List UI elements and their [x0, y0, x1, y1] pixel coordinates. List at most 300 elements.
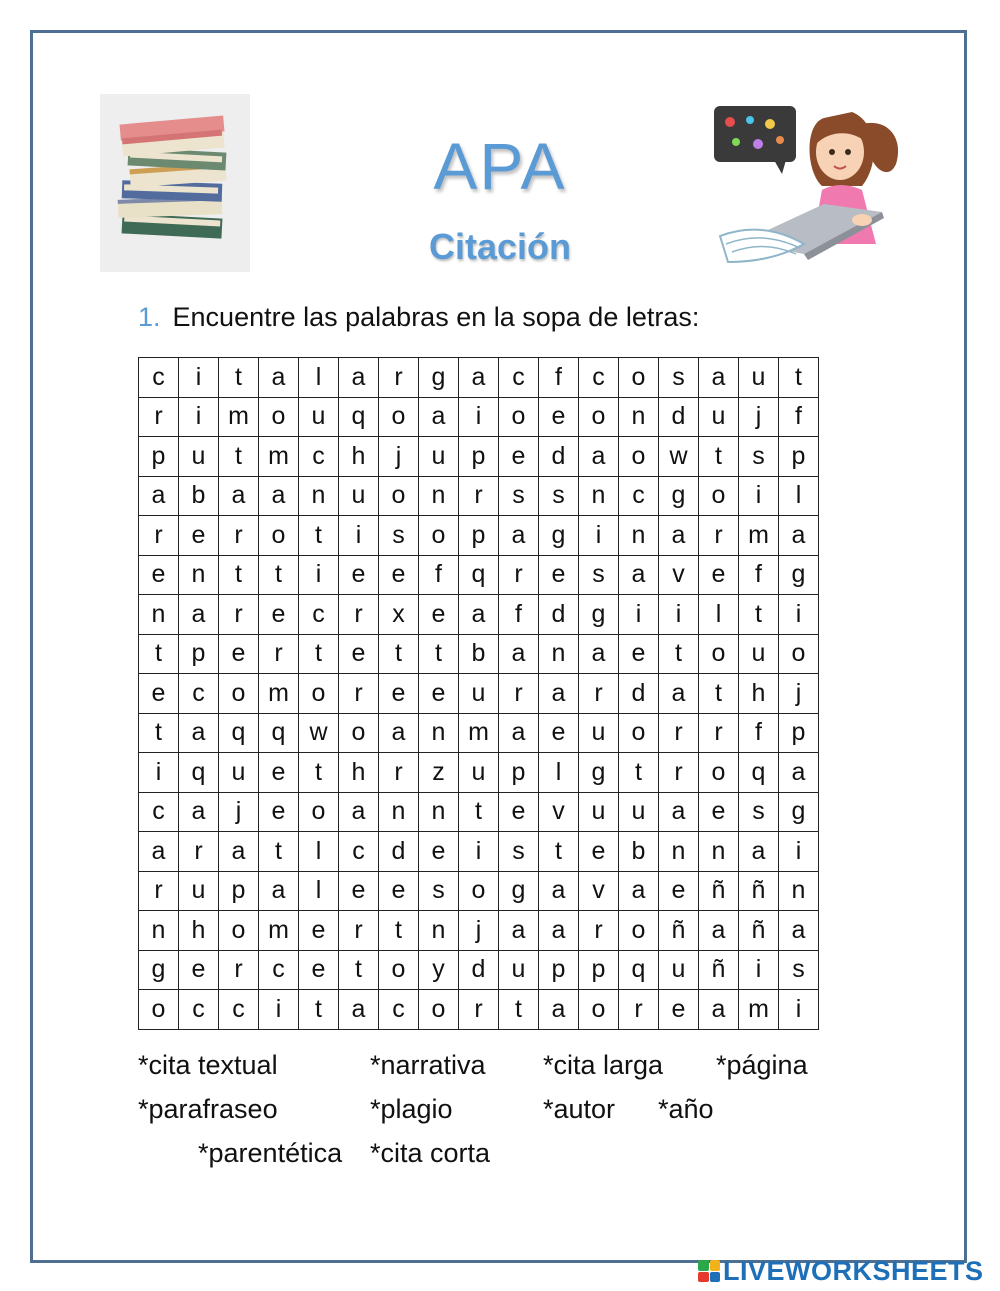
grid-cell: q [619, 950, 659, 990]
grid-cell: n [179, 555, 219, 595]
grid-cell: a [219, 476, 259, 516]
grid-cell: a [659, 516, 699, 556]
page-title: APA [433, 129, 567, 203]
grid-cell: u [179, 871, 219, 911]
grid-cell: a [659, 792, 699, 832]
grid-cell: s [659, 358, 699, 398]
grid-cell: q [219, 713, 259, 753]
grid-cell: e [259, 753, 299, 793]
grid-cell: c [299, 595, 339, 635]
grid-cell: u [659, 950, 699, 990]
grid-row [139, 792, 819, 832]
grid-cell: a [699, 990, 739, 1030]
grid-cell: n [699, 832, 739, 872]
grid-cell: r [579, 674, 619, 714]
grid-cell: r [139, 871, 179, 911]
word-search-grid [138, 357, 819, 1030]
grid-cell: l [779, 476, 819, 516]
grid-cell: v [659, 555, 699, 595]
grid-cell: n [419, 476, 459, 516]
grid-cell: l [539, 753, 579, 793]
logo-mark-icon [698, 1260, 720, 1282]
grid-cell: o [699, 753, 739, 793]
grid-cell: p [499, 753, 539, 793]
grid-cell: t [699, 437, 739, 477]
grid-cell: i [579, 516, 619, 556]
grid-cell: f [499, 595, 539, 635]
grid-cell: p [179, 634, 219, 674]
grid-cell: a [179, 792, 219, 832]
grid-cell: t [219, 437, 259, 477]
grid-cell: o [259, 516, 299, 556]
grid-cell: a [499, 911, 539, 951]
grid-cell: o [379, 950, 419, 990]
grid-cell: g [579, 753, 619, 793]
grid-cell: r [259, 634, 299, 674]
grid-cell: f [779, 397, 819, 437]
grid-cell: d [659, 397, 699, 437]
grid-cell: a [779, 911, 819, 951]
grid-cell: r [339, 911, 379, 951]
grid-cell: o [379, 476, 419, 516]
grid-cell: e [539, 555, 579, 595]
grid-row [139, 753, 819, 793]
grid-cell: o [419, 516, 459, 556]
grid-cell: a [419, 397, 459, 437]
grid-cell: w [659, 437, 699, 477]
grid-cell: l [299, 358, 339, 398]
grid-cell: o [299, 674, 339, 714]
grid-cell: s [499, 476, 539, 516]
grid-cell: a [179, 713, 219, 753]
grid-cell: a [459, 358, 499, 398]
liveworksheets-logo [698, 1254, 984, 1288]
grid-cell: t [379, 911, 419, 951]
grid-cell: e [339, 634, 379, 674]
grid-cell: i [259, 990, 299, 1030]
grid-cell: p [139, 437, 179, 477]
word-item: *cita corta [370, 1138, 491, 1168]
word-item: *autor [543, 1094, 616, 1124]
grid-cell: t [219, 358, 259, 398]
grid-cell: a [739, 832, 779, 872]
grid-cell: i [779, 832, 819, 872]
word-item: *cita larga [543, 1050, 664, 1080]
grid-cell: e [179, 516, 219, 556]
grid-cell: d [379, 832, 419, 872]
grid-cell: h [339, 437, 379, 477]
grid-cell: r [699, 713, 739, 753]
grid-cell: e [179, 950, 219, 990]
grid-cell: a [619, 871, 659, 911]
grid-cell: n [539, 634, 579, 674]
grid-cell: a [339, 358, 379, 398]
grid-cell: e [139, 674, 179, 714]
grid-cell: g [539, 516, 579, 556]
grid-cell: p [779, 713, 819, 753]
grid-cell: s [739, 792, 779, 832]
grid-cell: a [699, 358, 739, 398]
grid-row [139, 990, 819, 1030]
grid-cell: u [739, 358, 779, 398]
grid-cell: e [499, 792, 539, 832]
grid-cell: e [579, 832, 619, 872]
grid-row [139, 555, 819, 595]
grid-cell: r [699, 516, 739, 556]
grid-cell: c [339, 832, 379, 872]
grid-cell: p [459, 437, 499, 477]
grid-cell: f [539, 358, 579, 398]
grid-cell: e [259, 792, 299, 832]
grid-cell: t [779, 358, 819, 398]
grid-cell: g [779, 792, 819, 832]
grid-cell: f [739, 555, 779, 595]
grid-cell: u [459, 674, 499, 714]
grid-cell: r [459, 990, 499, 1030]
instruction-text: Encuentre las palabras en la sopa de letras: [172, 302, 700, 332]
grid-cell: m [459, 713, 499, 753]
grid-cell: l [699, 595, 739, 635]
grid-cell: u [699, 397, 739, 437]
grid-cell: a [259, 476, 299, 516]
grid-cell: a [699, 911, 739, 951]
grid-cell: l [299, 871, 339, 911]
grid-cell: u [179, 437, 219, 477]
logo-square [698, 1272, 709, 1283]
grid-cell: a [539, 990, 579, 1030]
word-item: *año [658, 1094, 714, 1124]
grid-cell: n [619, 516, 659, 556]
grid-cell: ñ [739, 871, 779, 911]
grid-cell: o [299, 792, 339, 832]
grid-cell: o [699, 634, 739, 674]
grid-cell: e [299, 950, 339, 990]
grid-cell: a [659, 674, 699, 714]
grid-cell: t [299, 753, 339, 793]
grid-row [139, 713, 819, 753]
grid-cell: a [259, 871, 299, 911]
grid-cell: t [539, 832, 579, 872]
grid-cell: g [579, 595, 619, 635]
grid-cell: q [459, 555, 499, 595]
grid-cell: o [379, 397, 419, 437]
grid-cell: ñ [699, 950, 739, 990]
grid-cell: i [739, 950, 779, 990]
grid-cell: t [299, 516, 339, 556]
grid-cell: ñ [699, 871, 739, 911]
grid-cell: u [499, 950, 539, 990]
grid-cell: e [219, 634, 259, 674]
grid-cell: o [579, 397, 619, 437]
grid-cell: o [339, 713, 379, 753]
grid-cell: t [219, 555, 259, 595]
grid-cell: s [579, 555, 619, 595]
grid-cell: o [619, 358, 659, 398]
grid-cell: o [259, 397, 299, 437]
grid-cell: o [139, 990, 179, 1030]
grid-row [139, 871, 819, 911]
grid-cell: a [779, 753, 819, 793]
grid-cell: a [579, 437, 619, 477]
grid-cell: a [539, 911, 579, 951]
grid-cell: ñ [659, 911, 699, 951]
grid-cell: i [299, 555, 339, 595]
grid-cell: a [539, 674, 579, 714]
grid-cell: u [619, 792, 659, 832]
grid-cell: a [339, 792, 379, 832]
grid-cell: c [579, 358, 619, 398]
grid-cell: e [299, 911, 339, 951]
grid-row [139, 397, 819, 437]
grid-cell: o [419, 990, 459, 1030]
grid-cell: i [459, 832, 499, 872]
grid-row [139, 476, 819, 516]
grid-cell: e [419, 674, 459, 714]
grid-cell: d [619, 674, 659, 714]
grid-cell: j [459, 911, 499, 951]
grid-cell: t [259, 555, 299, 595]
grid-cell: g [499, 871, 539, 911]
grid-cell: i [619, 595, 659, 635]
grid-cell: i [739, 476, 779, 516]
grid-cell: e [499, 437, 539, 477]
grid-cell: s [539, 476, 579, 516]
word-item: *plagio [370, 1094, 453, 1124]
grid-cell: p [579, 950, 619, 990]
grid-cell: m [259, 911, 299, 951]
grid-cell: c [259, 950, 299, 990]
grid-cell: h [339, 753, 379, 793]
grid-cell: e [139, 555, 179, 595]
grid-cell: t [659, 634, 699, 674]
grid-cell: g [419, 358, 459, 398]
grid-cell: c [139, 358, 179, 398]
grid-cell: e [539, 713, 579, 753]
grid-cell: i [779, 595, 819, 635]
word-item: *página [716, 1050, 808, 1080]
grid-cell: t [139, 634, 179, 674]
grid-cell: n [139, 595, 179, 635]
grid-cell: l [299, 832, 339, 872]
grid-cell: c [299, 437, 339, 477]
grid-cell: p [779, 437, 819, 477]
grid-row [139, 911, 819, 951]
grid-cell: i [179, 397, 219, 437]
grid-cell: a [179, 595, 219, 635]
grid-cell: n [419, 911, 459, 951]
grid-cell: e [699, 792, 739, 832]
grid-cell: e [419, 832, 459, 872]
grid-cell: q [739, 753, 779, 793]
grid-cell: a [219, 832, 259, 872]
grid-cell: i [459, 397, 499, 437]
grid-cell: r [379, 358, 419, 398]
grid-cell: n [619, 397, 659, 437]
grid-cell: p [539, 950, 579, 990]
grid-cell: s [499, 832, 539, 872]
grid-cell: o [499, 397, 539, 437]
logo-square [698, 1260, 709, 1271]
grid-cell: v [579, 871, 619, 911]
grid-cell: f [739, 713, 779, 753]
grid-cell: r [579, 911, 619, 951]
grid-cell: r [339, 595, 379, 635]
grid-cell: u [579, 792, 619, 832]
grid-cell: i [659, 595, 699, 635]
grid-cell: r [659, 753, 699, 793]
grid-row [139, 832, 819, 872]
grid-cell: q [339, 397, 379, 437]
grid-cell: i [339, 516, 379, 556]
grid-cell: u [579, 713, 619, 753]
grid-cell: a [539, 871, 579, 911]
grid-cell: t [699, 674, 739, 714]
grid-cell: r [139, 397, 179, 437]
grid-cell: c [139, 792, 179, 832]
grid-cell: e [419, 595, 459, 635]
grid-cell: r [459, 476, 499, 516]
grid-cell: n [779, 871, 819, 911]
grid-cell: u [339, 476, 379, 516]
grid-cell: g [139, 950, 179, 990]
grid-cell: e [339, 871, 379, 911]
grid-cell: a [379, 713, 419, 753]
grid-cell: e [379, 674, 419, 714]
grid-cell: t [459, 792, 499, 832]
grid-cell: ñ [739, 911, 779, 951]
grid-cell: j [779, 674, 819, 714]
word-item: *parentética [198, 1138, 343, 1168]
grid-cell: n [419, 713, 459, 753]
logo-square [710, 1272, 721, 1283]
grid-cell: e [619, 634, 659, 674]
grid-cell: n [419, 792, 459, 832]
grid-cell: m [739, 516, 779, 556]
grid-cell: i [779, 990, 819, 1030]
grid-cell: e [659, 990, 699, 1030]
grid-cell: q [259, 713, 299, 753]
word-item: *parafraseo [138, 1094, 278, 1124]
grid-cell: a [619, 555, 659, 595]
grid-cell: d [459, 950, 499, 990]
grid-cell: y [419, 950, 459, 990]
grid-cell: s [779, 950, 819, 990]
grid-cell: e [699, 555, 739, 595]
grid-cell: a [499, 516, 539, 556]
grid-cell: j [219, 792, 259, 832]
grid-cell: e [259, 595, 299, 635]
grid-cell: n [139, 911, 179, 951]
grid-cell: c [179, 990, 219, 1030]
grid-cell: u [739, 634, 779, 674]
grid-cell: r [179, 832, 219, 872]
grid-cell: o [619, 437, 659, 477]
grid-cell: m [259, 674, 299, 714]
grid-cell: c [179, 674, 219, 714]
grid-cell: n [579, 476, 619, 516]
grid-cell: r [659, 713, 699, 753]
grid-cell: r [139, 516, 179, 556]
instruction-number: 1. [138, 302, 161, 332]
grid-cell: t [379, 634, 419, 674]
word-item: *narrativa [370, 1050, 486, 1080]
grid-cell: f [419, 555, 459, 595]
grid-cell: o [699, 476, 739, 516]
grid-cell: o [219, 674, 259, 714]
grid-cell: r [619, 990, 659, 1030]
grid-cell: p [219, 871, 259, 911]
logo-text: LIVEWORKSHEETS [723, 1255, 984, 1286]
grid-cell: t [139, 713, 179, 753]
grid-cell: q [179, 753, 219, 793]
grid-cell: h [739, 674, 779, 714]
grid-cell: a [139, 832, 179, 872]
grid-cell: e [379, 555, 419, 595]
grid-row [139, 634, 819, 674]
grid-row [139, 674, 819, 714]
instruction [138, 302, 699, 333]
grid-cell: c [379, 990, 419, 1030]
grid-cell: a [779, 516, 819, 556]
grid-cell: e [379, 871, 419, 911]
grid-cell: d [539, 595, 579, 635]
grid-cell: v [539, 792, 579, 832]
grid-cell: t [739, 595, 779, 635]
grid-cell: g [659, 476, 699, 516]
grid-cell: j [739, 397, 779, 437]
grid-cell: b [179, 476, 219, 516]
grid-cell: a [579, 634, 619, 674]
grid-cell: a [459, 595, 499, 635]
grid-cell: t [299, 634, 339, 674]
grid-cell: a [259, 358, 299, 398]
grid-cell: o [619, 713, 659, 753]
grid-cell: o [779, 634, 819, 674]
grid-cell: a [499, 713, 539, 753]
word-item: *cita textual [138, 1050, 278, 1080]
grid-cell: b [619, 832, 659, 872]
grid-cell: t [339, 950, 379, 990]
grid-row [139, 595, 819, 635]
grid-cell: o [579, 990, 619, 1030]
grid-cell: c [219, 990, 259, 1030]
grid-row [139, 516, 819, 556]
grid-cell: w [299, 713, 339, 753]
grid-cell: g [779, 555, 819, 595]
grid-cell: a [139, 476, 179, 516]
grid-cell: t [619, 753, 659, 793]
grid-cell: e [539, 397, 579, 437]
grid-cell: b [459, 634, 499, 674]
grid-cell: u [419, 437, 459, 477]
grid-cell: r [219, 516, 259, 556]
grid-cell: r [499, 674, 539, 714]
grid-cell: r [379, 753, 419, 793]
logo-square [710, 1260, 721, 1271]
grid-cell: i [139, 753, 179, 793]
grid-row [139, 437, 819, 477]
grid-cell: a [499, 634, 539, 674]
grid-cell: r [499, 555, 539, 595]
grid-cell: m [739, 990, 779, 1030]
grid-cell: a [339, 990, 379, 1030]
grid-cell: r [219, 950, 259, 990]
grid-cell: n [299, 476, 339, 516]
grid-row [139, 358, 819, 398]
grid-cell: p [459, 516, 499, 556]
page-subtitle: Citación [428, 226, 571, 267]
grid-cell: u [299, 397, 339, 437]
